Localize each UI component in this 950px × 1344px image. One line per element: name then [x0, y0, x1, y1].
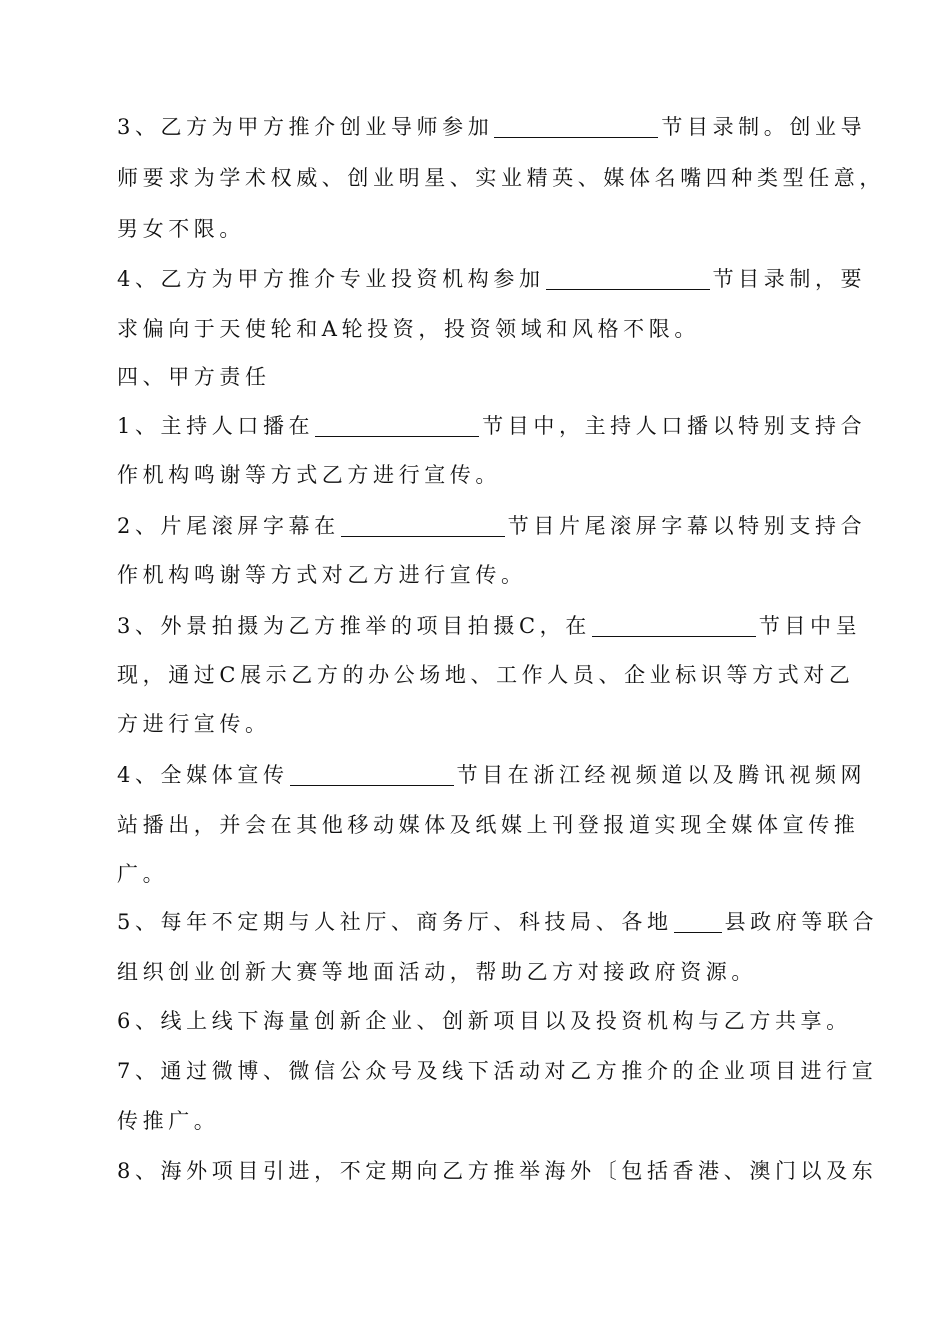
- text-line: [117, 611, 861, 641]
- line-text: 1、主持人口播在: [117, 414, 315, 438]
- text-line: [117, 264, 866, 294]
- text-line: [117, 460, 501, 490]
- text-line: [117, 1006, 852, 1036]
- fill-blank: [592, 614, 756, 637]
- line-text: 师要求为学术权威、创业明星、实业精英、媒体名嘴四种类型任意，: [117, 166, 885, 190]
- line-text: 3、外景拍摄为乙方推举的项目拍摄C，在: [117, 614, 591, 638]
- line-text: 站播出，并会在其他移动媒体及纸媒上刊登报道实现全媒体宣传推: [117, 813, 860, 837]
- text-line: [117, 1106, 219, 1136]
- line-text: 4、全媒体宣传: [117, 763, 289, 787]
- text-line: [117, 907, 878, 937]
- line-text: 7、通过微博、微信公众号及线下活动对乙方推介的企业项目进行宣: [117, 1059, 878, 1083]
- line-text: 作机构鸣谢等方式乙方进行宣传。: [117, 463, 501, 487]
- line-text: 作机构鸣谢等方式对乙方进行宣传。: [117, 563, 527, 587]
- line-text: 5、每年不定期与人社厅、商务厅、科技局、各地: [117, 910, 673, 934]
- line-text: 节目录制，要: [712, 267, 867, 291]
- fill-blank: [341, 514, 505, 537]
- line-text: 节目录制。创业导: [661, 115, 867, 139]
- line-text: 节目在浙江经视频道以及腾讯视频网: [456, 763, 867, 787]
- line-text: 4、乙方为甲方推介专业投资机构参加: [117, 267, 545, 291]
- text-line: [117, 112, 866, 142]
- line-text: 3、乙方为甲方推介创业导师参加: [117, 115, 494, 139]
- fill-blank: [290, 763, 454, 786]
- fill-blank: [494, 115, 658, 138]
- section-heading: [117, 362, 271, 392]
- line-text: 广。: [117, 862, 169, 886]
- text-line: [117, 1156, 877, 1186]
- text-line: [117, 560, 527, 590]
- text-line: [117, 810, 859, 840]
- line-text: 男女不限。: [117, 217, 245, 241]
- text-line: [117, 163, 885, 193]
- line-text: 县政府等联合: [724, 910, 879, 934]
- text-line: [117, 957, 757, 987]
- text-line: [117, 709, 271, 739]
- line-text: 2、片尾滚屏字幕在: [117, 514, 340, 538]
- line-text: 组织创业创新大赛等地面活动，帮助乙方对接政府资源。: [117, 960, 757, 984]
- line-text: 方进行宣传。: [117, 712, 271, 736]
- line-text: 节目片尾滚屏字幕以特别支持合: [507, 514, 867, 538]
- line-text: 四、甲方责任: [117, 365, 271, 389]
- fill-blank: [315, 414, 479, 437]
- fill-blank: [674, 910, 722, 933]
- fill-blank: [546, 267, 710, 290]
- line-text: 节目中，主持人口播以特别支持合: [482, 414, 867, 438]
- text-line: [117, 660, 854, 690]
- line-text: 现，通过C展示乙方的办公场地、工作人员、企业标识等方式对乙: [117, 663, 855, 687]
- text-line: [117, 760, 866, 790]
- line-text: 传推广。: [117, 1109, 220, 1133]
- line-text: 求偏向于天使轮和A轮投资，投资领域和风格不限。: [117, 317, 700, 341]
- text-line: [117, 314, 700, 344]
- text-line: [117, 511, 866, 541]
- text-line: [117, 214, 245, 244]
- line-text: 6、线上线下海量创新企业、创新项目以及投资机构与乙方共享。: [117, 1009, 852, 1033]
- text-line: [117, 411, 866, 441]
- line-text: 节目中呈: [758, 614, 862, 638]
- text-line: [117, 1056, 877, 1086]
- line-text: 8、海外项目引进，不定期向乙方推举海外〔包括香港、澳门以及东: [117, 1159, 878, 1183]
- text-line: [117, 859, 168, 889]
